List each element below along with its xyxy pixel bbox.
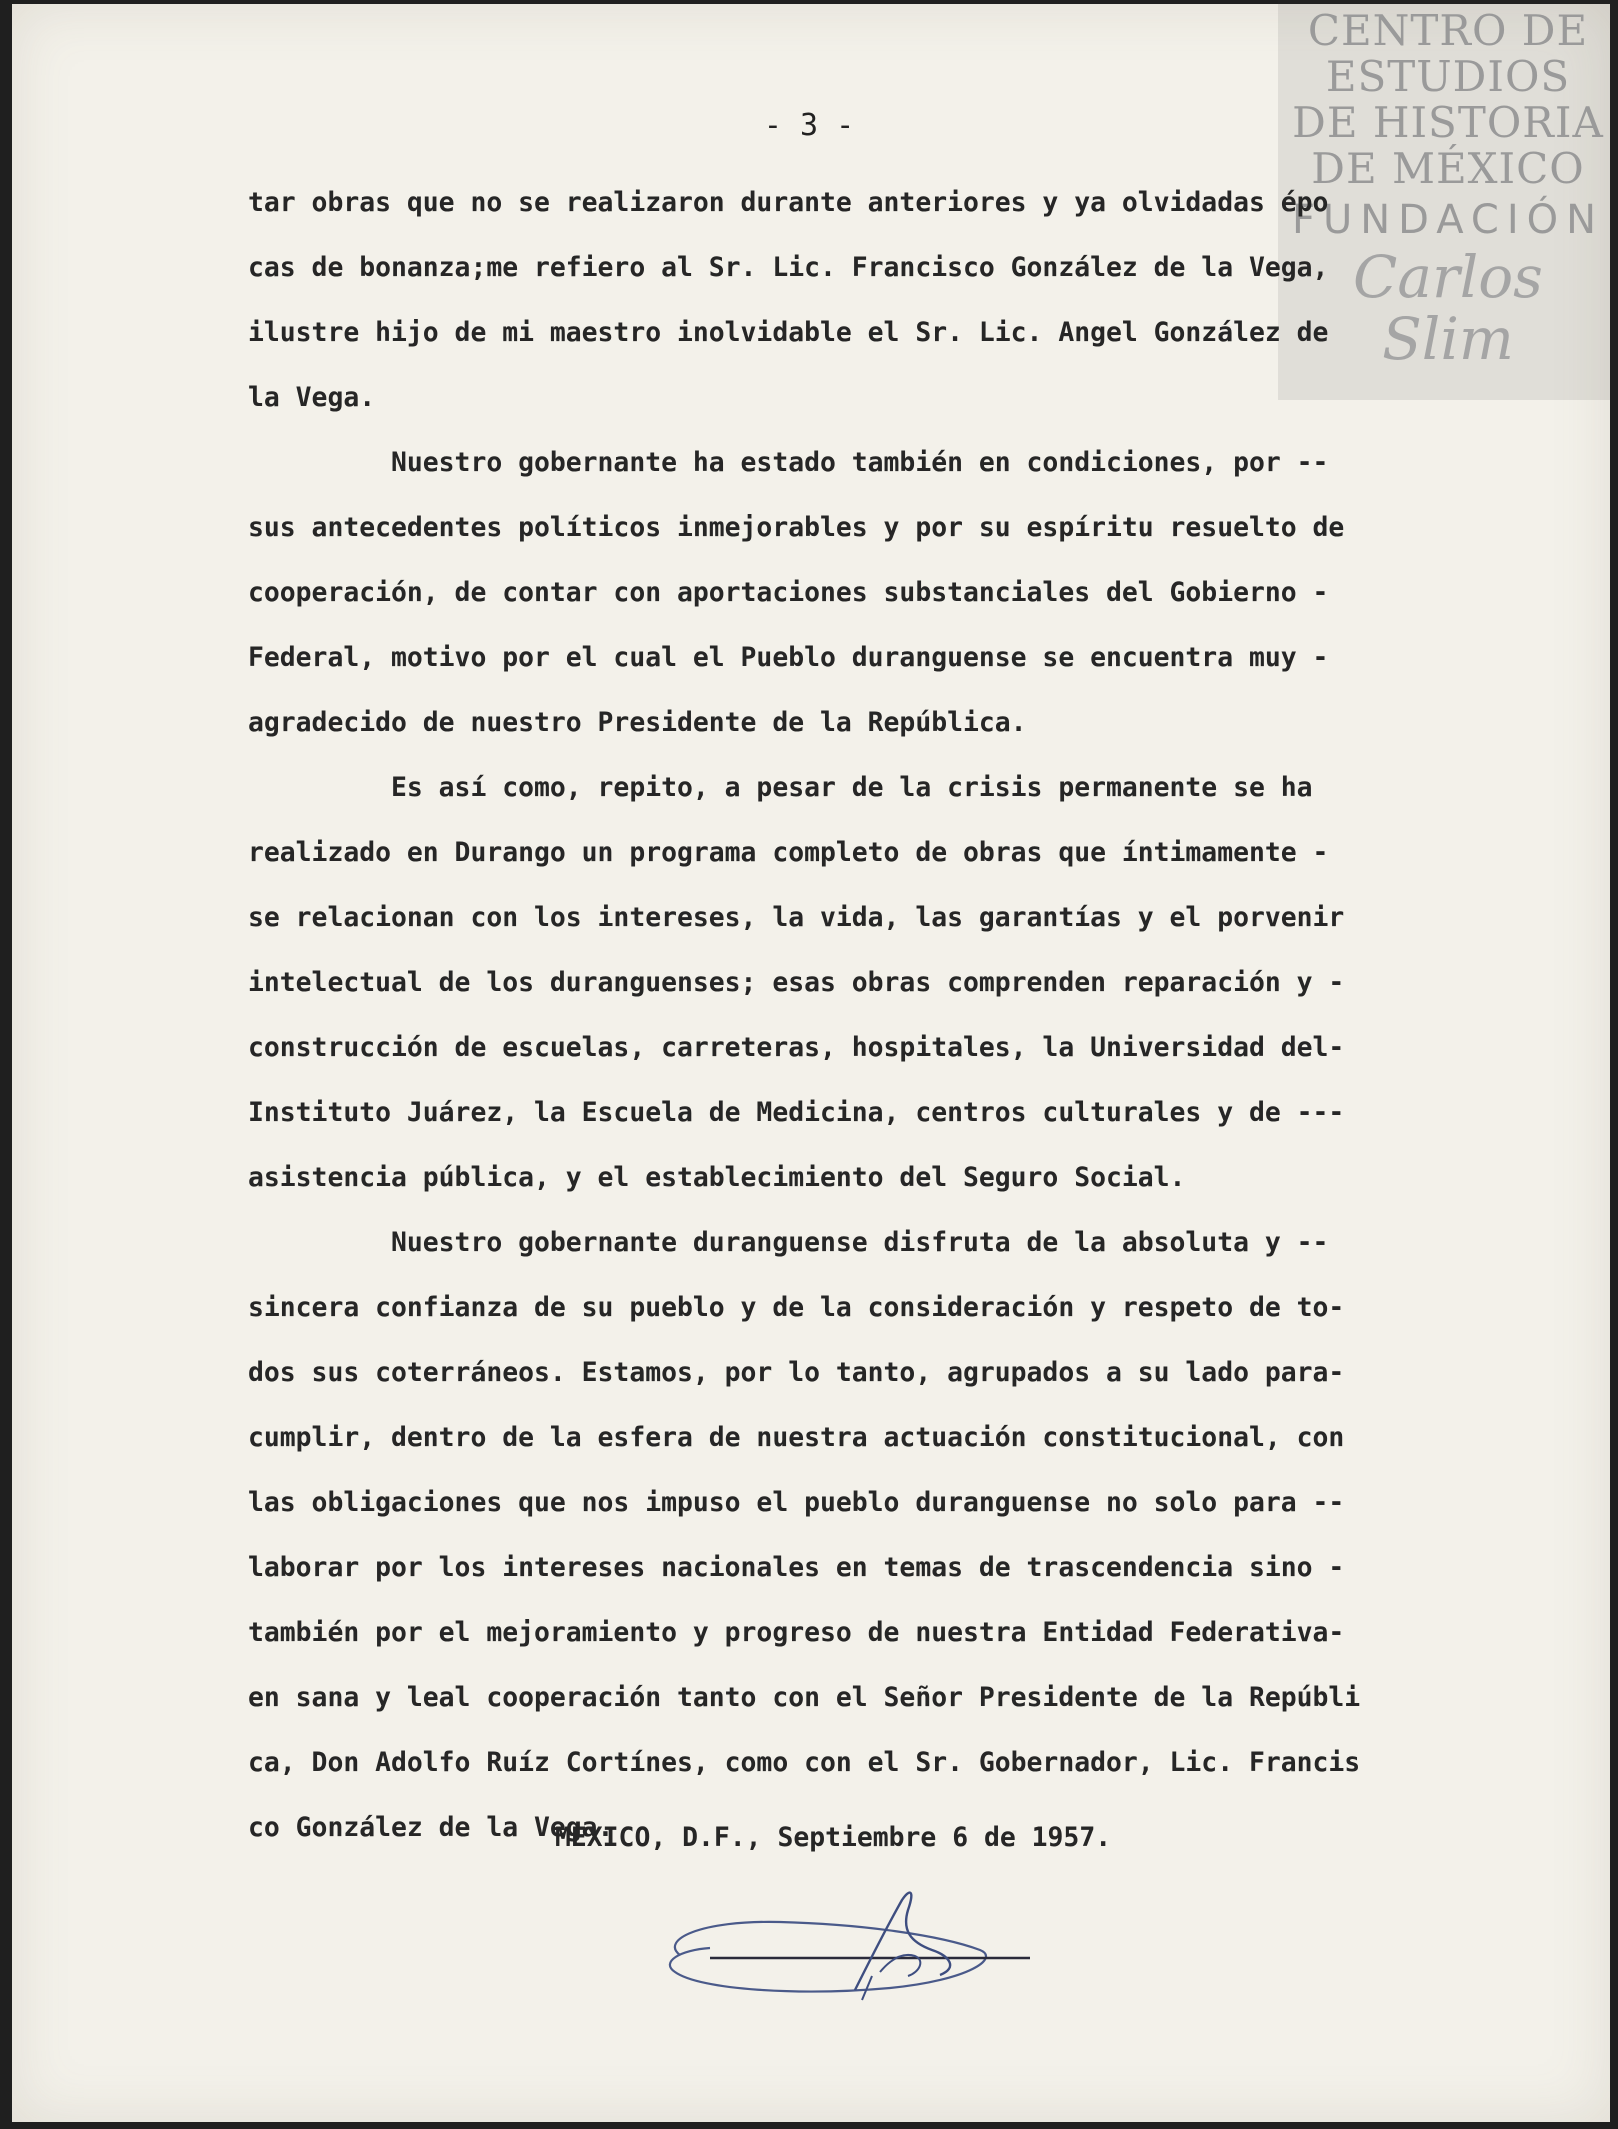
text-line: en sana y leal cooperación tanto con el Señor Presidente de la Repúbli (248, 1682, 1361, 1713)
watermark-signature: Carlos Slim (1353, 243, 1543, 373)
text-line: cas de bonanza;me refiero al Sr. Lic. Francisco González de la Vega, (248, 252, 1329, 283)
text-line: Es así como, repito, a pesar de la crisis permanente se ha (248, 772, 1313, 803)
text-line: la Vega. (248, 382, 376, 413)
watermark-line-4: DE MÉXICO (1311, 144, 1585, 193)
body-text (248, 170, 1563, 1860)
text-line: intelectual de los duranguenses; esas obras comprenden reparación y - (248, 967, 1345, 998)
handwritten-signature (640, 1880, 1060, 2010)
text-line: asistencia pública, y el establecimiento del Seguro Social. (248, 1162, 1186, 1193)
text-line: las obligaciones que nos impuso el pueblo duranguense no solo para -- (248, 1487, 1345, 1518)
dateline: MEXICO, D.F., Septiembre 6 de 1957. (555, 1822, 1112, 1853)
text-line: cumplir, dentro de la esfera de nuestra actuación constitucional, con (248, 1422, 1345, 1453)
text-line: sincera confianza de su pueblo y de la consideración y respeto de to- (248, 1292, 1345, 1323)
text-line: agradecido de nuestro Presidente de la República. (248, 707, 1027, 738)
text-line: Nuestro gobernante duranguense disfruta de la absoluta y -- (248, 1227, 1329, 1258)
text-line: ilustre hijo de mi maestro inolvidable el Sr. Lic. Angel González de (248, 317, 1329, 348)
text-line: construcción de escuelas, carreteras, hospitales, la Universidad del- (248, 1032, 1345, 1063)
page-number: - 3 - (763, 108, 855, 143)
text-line: sus antecedentes políticos inmejorables y por su espíritu resuelto de (248, 512, 1345, 543)
text-line: tar obras que no se realizaron durante anteriores y ya olvidadas épo (248, 187, 1329, 218)
text-line: Nuestro gobernante ha estado también en condiciones, por -- (248, 447, 1329, 478)
text-line: dos sus coterráneos. Estamos, por lo tanto, agrupados a su lado para- (248, 1357, 1345, 1388)
watermark-line-3: DE HISTORIA (1292, 98, 1604, 147)
watermark-line-2: ESTUDIOS (1325, 52, 1571, 101)
text-line: laborar por los intereses nacionales en temas de trascendencia sino - (248, 1552, 1345, 1583)
text-line: también por el mejoramiento y progreso de nuestra Entidad Federativa- (248, 1617, 1345, 1648)
text-line: se relacionan con los intereses, la vida, las garantías y el porvenir (248, 902, 1345, 933)
text-line: cooperación, de contar con aportaciones substanciales del Gobierno - (248, 577, 1329, 608)
text-line: Federal, motivo por el cual el Pueblo duranguense se encuentra muy - (248, 642, 1329, 673)
text-line: realizado en Durango un programa completo de obras que íntimamente - (248, 837, 1329, 868)
watermark-fundacion: FUNDACIÓN (1291, 197, 1605, 243)
text-line: ca, Don Adolfo Ruíz Cortínes, como con el Sr. Gobernador, Lic. Francis (248, 1747, 1361, 1778)
text-line: co González de la Vega. (248, 1812, 614, 1843)
watermark-line-1: CENTRO DE (1307, 6, 1589, 55)
text-line: Instituto Juárez, la Escuela de Medicina, centros culturales y de --- (248, 1097, 1345, 1128)
